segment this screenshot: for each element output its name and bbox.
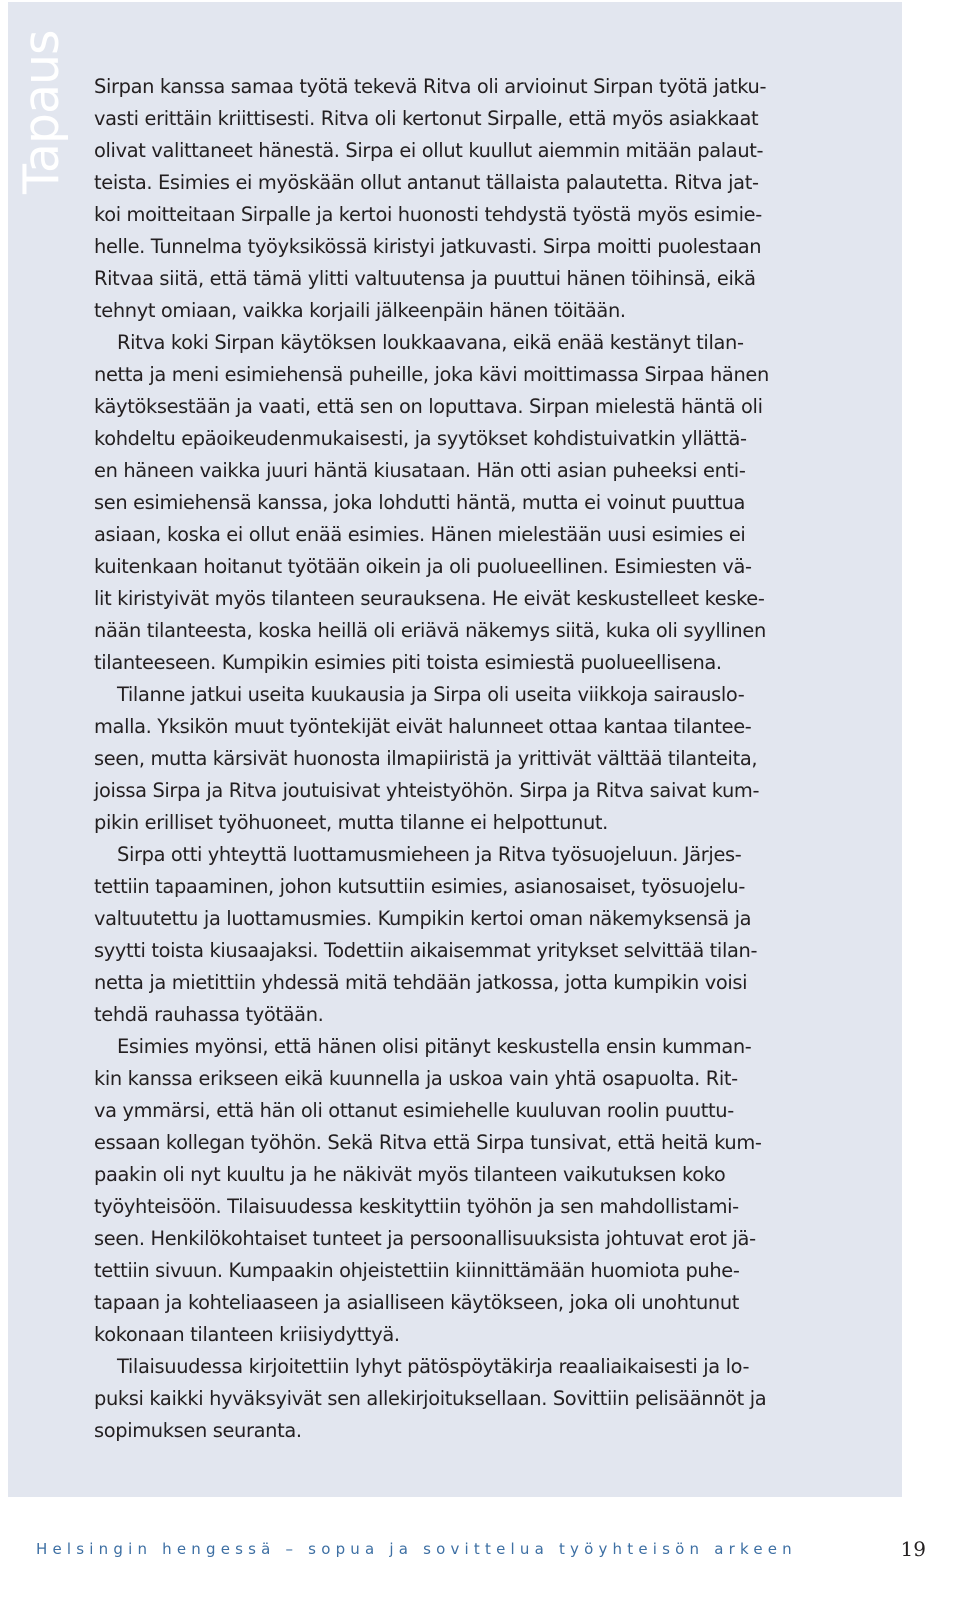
text-line: seen. Henkilökohtaiset tunteet ja persoonallisuuksista johtuvat erot jä- [94, 1227, 756, 1250]
paragraph [94, 679, 822, 839]
running-title: Helsingin hengessä – sopua ja sovittelua työyhteisön arkeen [36, 1540, 797, 1558]
text-line: kin kanssa erikseen eikä kuunnella ja uskoa vain yhtä osapuolta. Rit- [94, 1067, 738, 1090]
text-line: tehnyt omiaan, vaikka korjaili jälkeenpäin hänen töitään. [94, 299, 626, 322]
text-line: Tilanne jatkui useita kuukausia ja Sirpa oli useita viikkoja sairauslo- [117, 683, 745, 706]
text-line: kuitenkaan hoitanut työtään oikein ja oli puolueellinen. Esimiesten vä- [94, 555, 752, 578]
text-line: Sirpa otti yhteyttä luottamusmieheen ja Ritva työsuojeluun. Järjes- [117, 843, 742, 866]
text-line: Esimies myönsi, että hänen olisi pitänyt keskustella ensin kumman- [117, 1035, 752, 1058]
text-line: työyhteisöön. Tilaisuudessa keskityttiin työhön ja sen mahdollistami- [94, 1195, 739, 1218]
text-line: teista. Esimies ei myöskään ollut antanut tällaista palautetta. Ritva jat- [94, 171, 759, 194]
text-line: paakin oli nyt kuultu ja he näkivät myös tilanteen vaikutuksen koko [94, 1163, 726, 1186]
text-line: pikin erilliset työhuoneet, mutta tilanne ei helpottunut. [94, 811, 608, 834]
text-line: va ymmärsi, että hän oli ottanut esimiehelle kuuluvan roolin puuttu- [94, 1099, 734, 1122]
paragraph [94, 839, 822, 1031]
text-line: nään tilanteesta, koska heillä oli eriävä näkemys siitä, kuka oli syyllinen [94, 619, 766, 642]
text-line: sen esimiehensä kanssa, joka lohdutti häntä, mutta ei voinut puuttua [94, 491, 746, 514]
text-line: tettiin sivuun. Kumpaakin ohjeistettiin kiinnittämään huomiota puhe- [94, 1259, 740, 1282]
paragraph [94, 71, 822, 327]
text-line: puksi kaikki hyväksyivät sen allekirjoituksellaan. Sovittiin pelisäännöt ja [94, 1387, 767, 1410]
text-line: Ritva koki Sirpan käytöksen loukkaavana, eikä enää kestänyt tilan- [117, 331, 744, 354]
text-line: essaan kollegan työhön. Sekä Ritva että Sirpa tunsivat, että heitä kum- [94, 1131, 762, 1154]
text-line: seen, mutta kärsivät huonosta ilmapiiristä ja yrittivät välttää tilanteita, [94, 747, 758, 770]
page-number: 19 [900, 1537, 926, 1561]
text-line: helle. Tunnelma työyksikössä kiristyi jatkuvasti. Sirpa moitti puolestaan [94, 235, 762, 258]
text-line: olivat valittaneet hänestä. Sirpa ei ollut kuullut aiemmin mitään palaut- [94, 139, 764, 162]
text-line: käytöksestään ja vaati, että sen on loputtava. Sirpan mielestä häntä oli [94, 395, 763, 418]
text-line: malla. Yksikön muut työntekijät eivät halunneet ottaa kantaa tilantee- [94, 715, 752, 738]
text-line: syytti toista kiusaajaksi. Todettiin aikaisemmat yritykset selvittää tilan- [94, 939, 758, 962]
text-line: netta ja meni esimiehensä puheille, joka kävi moittimassa Sirpaa hänen [94, 363, 769, 386]
text-line: joissa Sirpa ja Ritva joutuisivat yhteistyöhön. Sirpa ja Ritva saivat kum- [94, 779, 760, 802]
text-line: tilanteeseen. Kumpikin esimies piti toista esimiestä puolueellisena. [94, 651, 722, 674]
text-line: tehdä rauhassa työtään. [94, 1003, 324, 1026]
section-label: Tapaus [13, 30, 70, 194]
text-line: Sirpan kanssa samaa työtä tekevä Ritva oli arvioinut Sirpan työtä jatku- [94, 75, 767, 98]
text-line: lit kiristyivät myös tilanteen seurauksena. He eivät keskustelleet keske- [94, 587, 765, 610]
text-line: asiaan, koska ei ollut enää esimies. Hänen mielestään uusi esimies ei [94, 523, 746, 546]
text-line: Ritvaa siitä, että tämä ylitti valtuutensa ja puuttui hänen töihinsä, eikä [94, 267, 756, 290]
text-line: tapaan ja kohteliaaseen ja asialliseen käytökseen, joka oli unohtunut [94, 1291, 740, 1314]
text-line: koi moitteitaan Sirpalle ja kertoi huonosti tehdystä työstä myös esimie- [94, 203, 762, 226]
text-line: valtuutettu ja luottamusmies. Kumpikin kertoi oman näkemyksensä ja [94, 907, 752, 930]
text-line: en häneen vaikka juuri häntä kiusataan. Hän otti asian puheeksi enti- [94, 459, 746, 482]
text-line: Tilaisuudessa kirjoitettiin lyhyt pätöspöytäkirja reaaliaikaisesti ja lo- [117, 1355, 750, 1378]
paragraph [94, 1351, 822, 1447]
text-line: vasti erittäin kriittisesti. Ritva oli kertonut Sirpalle, että myös asiakkaat [94, 107, 759, 130]
paragraph [94, 327, 822, 679]
text-line: tettiin tapaaminen, johon kutsuttiin esimies, asianosaiset, työsuojelu- [94, 875, 745, 898]
text-line: netta ja mietittiin yhdessä mitä tehdään jatkossa, jotta kumpikin voisi [94, 971, 748, 994]
text-line: kohdeltu epäoikeudenmukaisesti, ja syytökset kohdistuivatkin yllättä- [94, 427, 747, 450]
paragraph [94, 1031, 822, 1351]
text-line: kokonaan tilanteen kriisiydyttyä. [94, 1323, 400, 1346]
text-line: sopimuksen seuranta. [94, 1419, 302, 1442]
case-body [94, 71, 822, 1447]
